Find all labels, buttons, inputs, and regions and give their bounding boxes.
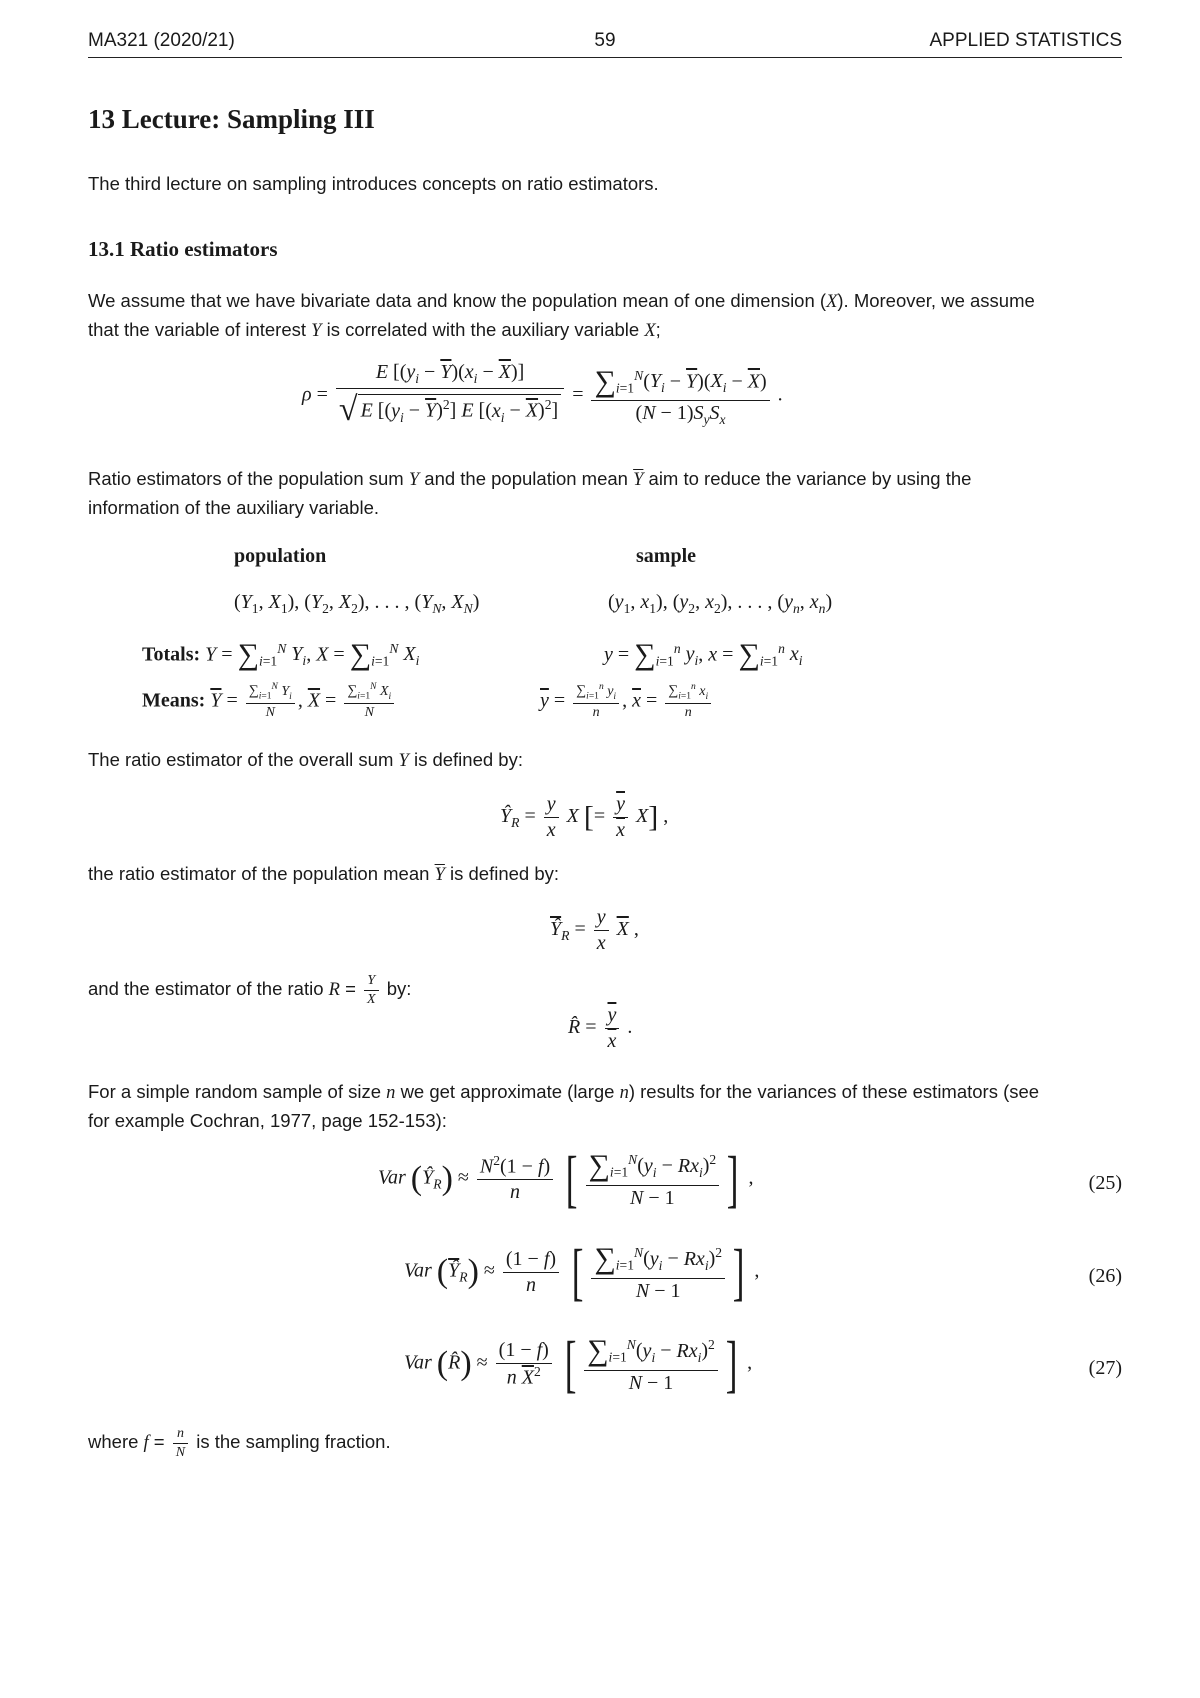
assumption-text-1b: ). Moreover, we assume (837, 290, 1035, 311)
ratio-intro-1c: aim to reduce the variance by using the (648, 468, 972, 489)
equation-number-25: (25) (1088, 1172, 1122, 1194)
equation-27: Var (R̂) ≈ $\frac{(1 - f)}{n \overline{X}^2}$ [ $\frac{\sum_{i=1}^N(y_i - Rx_i)^2}{N - 1}$ ] , (404, 1328, 753, 1399)
ratio-intro-2: information of the auxiliary variable. (88, 497, 380, 518)
sum-definition-text: The ratio estimator of the overall sum Y is defined by: (88, 749, 523, 771)
column-head-population: population (234, 545, 327, 567)
running-header (88, 28, 1122, 58)
mean-definition-text: the ratio estimator of the population mean $\overline{Y}$ is defined by: (88, 863, 560, 885)
assumption-text-1a: We assume that we have bivariate data and know the population mean of one dimension ( (88, 290, 827, 311)
sum-def-a: The ratio estimator of the overall sum (88, 749, 394, 770)
section-intro: The third lecture on sampling introduces concepts on ratio estimators. (88, 173, 659, 194)
where-b: is the sampling fraction. (196, 1430, 391, 1452)
equation-26: Var $(\overline{Ŷ}_R)$ ≈ $\frac{(1 - f)}{n}$ [ $\frac{\sum_{i=1}^N(y_i - Rx_i)^2}{N - 1}$ ] , (404, 1236, 760, 1307)
ratio-sum-estimator-equation: $Ŷ_R$ = $\frac{y}{x}$ X [= $\frac{\overline{y}}{x}$ X] , (500, 793, 669, 841)
subsection-title: 13.1 Ratio estimators (88, 237, 278, 261)
correlation-equation: ρ = $\frac{E [(y_i - \overline{Y})(x_i - \overline{X})]}{√ E [(y_i - \overline{Y})^2] E [(x_i - \overline{X})^2]}$ = $\frac{\sum_{i=1}^N(Y_i - \overline{Y})(X_i - \overline{X})}{(N - 1)S_yS_x}$ . (302, 361, 783, 428)
assumption-text-2b: is correlated with the auxiliary variable (326, 319, 640, 340)
header-rule (88, 57, 1122, 58)
equation-25: Var $(Ŷ_R)$ ≈ $\frac{N^2(1 - f)}{n}$ [ $\frac{\sum_{i=1}^N(y_i - Rx_i)^2}{N - 1}$ ] , (378, 1143, 754, 1214)
ratio-estimator-equation: R̂ = $\frac{\overline{y}}{x}$ . (568, 1004, 633, 1052)
sample-means: $\overline{y}$ = $\frac{\sum_{i=1}^n y_i}{n}$ , $\overline{x}$ = $\frac{\sum_{i=1}^n x_i}{n}$ (540, 682, 714, 722)
ratio-intro-1b: and the population mean (424, 468, 628, 489)
column-head-sample: sample (636, 545, 696, 567)
where-a: where (88, 1430, 139, 1452)
sample-pairs: ($y_1$, $x_1$), ($y_2$, $x_2$), . . . , ($y_n$, $x_n$) (608, 591, 833, 616)
sample-totals: $y = \sum_{i=1}^n$ $y_i$, $x = \sum_{i=1}^n$ $x_i$ (604, 638, 803, 671)
mean-def-a: the ratio estimator of the population mean (88, 863, 430, 884)
equation-number-26: (26) (1088, 1265, 1122, 1287)
ratio-intro-1a: Ratio estimators of the population sum (88, 468, 404, 489)
header-page-number: 59 (594, 30, 616, 51)
totals-label: Totals: (142, 643, 201, 666)
srs-1a: For a simple random sample of size (88, 1081, 382, 1102)
ratio-intro-paragraph: Ratio estimators of the population sum Y and the population mean $\overline{Y}$ aim to reduce the variance by using the information of the auxiliary variable. (88, 468, 972, 518)
section-title: 13 Lecture: Sampling III (88, 104, 375, 134)
ratio-def-a: and the estimator of the ratio (88, 977, 324, 999)
ratio-mean-estimator-equation: $\overline{Ŷ}_R$ = $\frac{y}{x}$ $\overline{X}$ , (550, 906, 639, 954)
mean-def-b: is defined by: (450, 863, 560, 884)
srs-1b: we get approximate (large (400, 1081, 615, 1102)
srs-2: for example Cochran, 1977, page 152-153): (88, 1110, 447, 1131)
header-course: MA321 (2020/21) (88, 30, 235, 51)
population-means: Means: $\overline{Y}$ = $\frac{\sum_{i=1}^N Y_i}{N}$ , $\overline{X}$ = $\frac{\sum_{i=1}^N X_i}{N}$ (142, 682, 397, 722)
means-label: Means: (142, 689, 206, 712)
ratio-definition-text: and the estimator of the ratio R = $\frac{Y}{X}$ by: (88, 973, 412, 1007)
sampling-fraction-text: where f = $\frac{n}{N}$ is the sampling fraction. (88, 1426, 391, 1460)
ratio-def-b: by: (386, 977, 412, 999)
equation-number-27: (27) (1088, 1357, 1122, 1379)
srs-1c: ) results for the variances of these estimators (see (628, 1081, 1040, 1102)
population-pairs: ($Y_1$, $X_1$), ($Y_2$, $X_2$), . . . , ($Y_N$, $X_N$) (234, 591, 480, 616)
population-totals: Totals: $Y = \sum_{i=1}^N$ $Y_i$, $X = \sum_{i=1}^N$ $X_i$ (142, 638, 420, 671)
sum-def-b: is defined by: (413, 749, 523, 770)
assumption-text-2a: that the variable of interest (88, 319, 307, 340)
header-subject: APPLIED STATISTICS (929, 30, 1122, 51)
srs-paragraph: For a simple random sample of size n we get approximate (large n) results for the variances of these estimators (see for example Cochran, 1977, page 152-153): (88, 1081, 1040, 1131)
assumption-paragraph: We assume that we have bivariate data and know the population mean of one dimension (X). Moreover, we assume that the variable of interest Y is correlated with the auxiliary variable X; (88, 290, 1035, 341)
